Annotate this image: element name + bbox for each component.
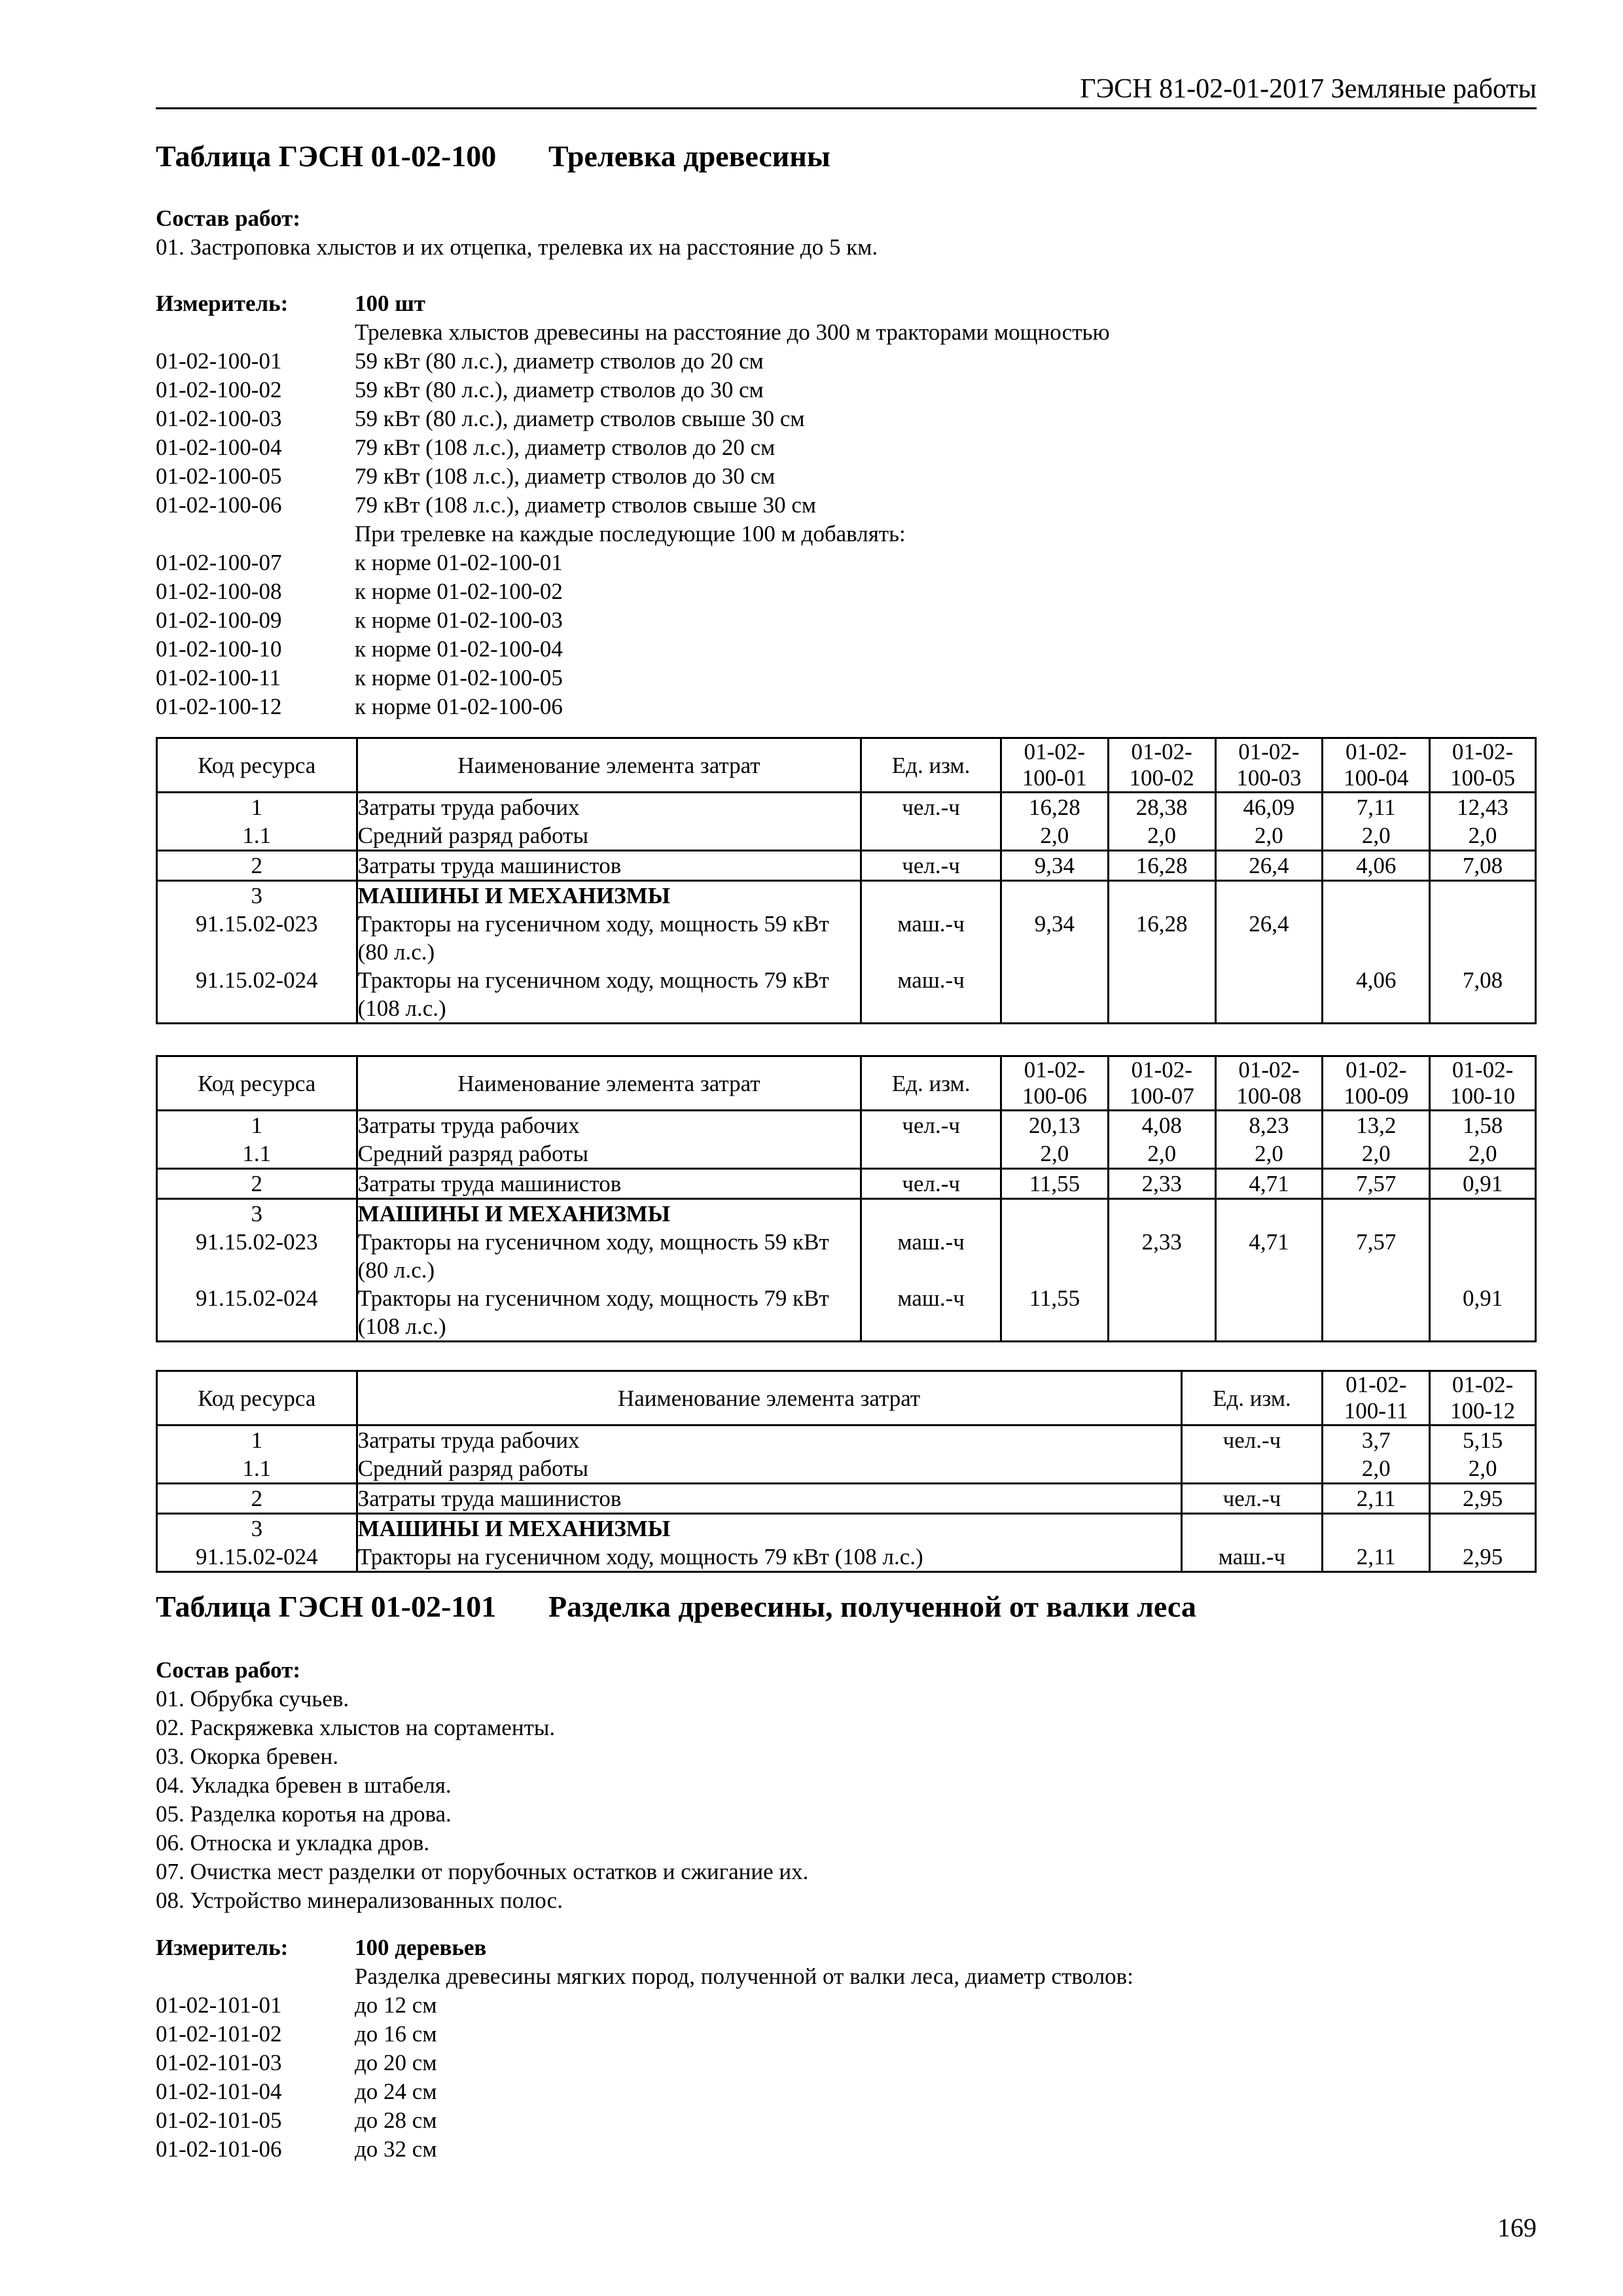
table-row: [157, 793, 1536, 822]
cell-value: 8,23: [1215, 1111, 1323, 1140]
measure-intro: Трелевка хлыстов древесины на расстояние до 300 м тракторами мощностью: [355, 319, 1110, 345]
cell-value: 26,4: [1215, 910, 1323, 966]
header-code: Код ресурса: [157, 1056, 357, 1111]
cell-code: 3: [157, 881, 357, 910]
norm-item: [156, 1991, 1537, 2020]
cell-code: 91.15.02-024: [157, 1284, 357, 1342]
cell-value: 4,71: [1215, 1228, 1323, 1284]
cell-value: 7,11: [1323, 793, 1430, 822]
work-item: 01. Застроповка хлыстов и их отцепка, трелевка их на расстояние до 5 км.: [156, 234, 878, 260]
norm-code: 01-02-100-12: [156, 694, 282, 719]
header-name: Наименование элемента затрат: [357, 1056, 861, 1111]
cell-code: 1: [157, 1111, 357, 1140]
norm-item: [156, 404, 1537, 433]
cell-value: 16,28: [1001, 793, 1108, 822]
cell-name: Тракторы на гусеничном ходу, мощность 79 кВт (108 л.с.): [357, 966, 861, 1024]
cell-value: 7,08: [1430, 966, 1536, 1024]
norm-description: до 24 см: [355, 2079, 437, 2104]
cell-value: 16,28: [1108, 910, 1215, 966]
cell-name: Затраты труда машинистов: [357, 1484, 1181, 1514]
cell-unit: чел.-ч: [861, 793, 1001, 822]
cell-unit: маш.-ч: [861, 966, 1001, 1024]
norms-table-1: [156, 737, 1537, 1024]
cell-value: [1323, 881, 1430, 910]
cell-value: [1215, 1199, 1323, 1229]
cell-value: 9,34: [1001, 910, 1108, 966]
cell-name: Средний разряд работы: [357, 1454, 1181, 1484]
cell-value: 0,91: [1430, 1169, 1536, 1199]
cell-unit: маш.-ч: [1181, 1543, 1323, 1572]
cell-value: 7,57: [1323, 1228, 1430, 1284]
section1-measure-block: [156, 289, 1537, 721]
cell-unit: чел.-ч: [1181, 1484, 1323, 1514]
section2-table-label: Таблица ГЭСН 01-02-101: [156, 1590, 497, 1623]
cell-value: 9,34: [1001, 851, 1108, 881]
table-row: [157, 1543, 1536, 1572]
norm-item: [156, 2020, 1537, 2049]
cell-value: 28,38: [1108, 793, 1215, 822]
work-item: 08. Устройство минерализованных полос.: [156, 1888, 563, 1913]
cell-code: 2: [157, 1484, 357, 1514]
cell-name: МАШИНЫ И МЕХАНИЗМЫ: [357, 881, 861, 910]
cell-name: Затраты труда машинистов: [357, 1169, 861, 1199]
cell-unit: [1181, 1514, 1323, 1543]
header-norm-code: 01-02-100-08: [1215, 1056, 1323, 1111]
table-row: [157, 1169, 1536, 1199]
norm-item: [156, 491, 1537, 520]
cell-name: МАШИНЫ И МЕХАНИЗМЫ: [357, 1199, 861, 1229]
header-norm-code: 01-02-100-02: [1108, 738, 1215, 793]
cell-value: [1108, 1284, 1215, 1342]
table-header-row: [157, 1371, 1536, 1426]
cell-value: 2,0: [1215, 821, 1323, 851]
cell-unit: [861, 881, 1001, 910]
section2-table-name: Разделка древесины, полученной от валки леса: [548, 1590, 1196, 1623]
cell-value: 2,95: [1430, 1484, 1536, 1514]
cell-name: Затраты труда рабочих: [357, 1426, 1181, 1455]
norm-description: до 16 см: [355, 2021, 437, 2047]
measure-value: 100 шт: [355, 291, 425, 316]
cell-value: [1001, 1199, 1109, 1229]
norm-description: 59 кВт (80 л.с.), диаметр стволов до 30 см: [355, 377, 764, 403]
cell-unit: [1181, 1454, 1323, 1484]
cell-value: 2,33: [1108, 1169, 1215, 1199]
cell-code: 1: [157, 793, 357, 822]
norm-code: 01-02-100-03: [156, 406, 282, 431]
work-composition-title: Состав работ:: [156, 206, 300, 231]
norm-description: к норме 01-02-100-03: [355, 607, 563, 633]
cell-value: 2,0: [1430, 1139, 1536, 1169]
cell-value: 11,55: [1001, 1284, 1109, 1342]
norm-description: 79 кВт (108 л.с.), диаметр стволов до 20 см: [355, 435, 776, 460]
cell-name: Тракторы на гусеничном ходу, мощность 59 кВт (80 л.с.): [357, 910, 861, 966]
cell-value: [1215, 881, 1323, 910]
cell-value: [1001, 1228, 1109, 1284]
cell-name: Тракторы на гусеничном ходу, мощность 79 кВт (108 л.с.): [357, 1284, 861, 1342]
norm-item: [156, 664, 1537, 692]
header-norm-code: 01-02-100-03: [1215, 738, 1323, 793]
cell-value: [1430, 1228, 1536, 1284]
cell-value: [1108, 966, 1215, 1024]
header-rule: [156, 107, 1537, 109]
table-row: [157, 966, 1536, 1024]
section1-title: [156, 139, 830, 173]
header-norm-code: 01-02-100-06: [1001, 1056, 1109, 1111]
cell-value: 2,11: [1323, 1484, 1430, 1514]
norm-description: 59 кВт (80 л.с.), диаметр стволов свыше 30 см: [355, 406, 805, 431]
norm-description: до 20 см: [355, 2050, 437, 2075]
header-unit: Ед. изм.: [1181, 1371, 1323, 1426]
norm-item: [156, 2106, 1537, 2135]
measure-label: Измеритель:: [156, 1935, 289, 1960]
cell-unit: чел.-ч: [861, 851, 1001, 881]
cell-code: 91.15.02-023: [157, 1228, 357, 1284]
cell-value: 20,13: [1001, 1111, 1109, 1140]
table-header-row: [157, 738, 1536, 793]
norm-code: 01-02-100-01: [156, 348, 282, 374]
header-norm-code: 01-02-100-05: [1430, 738, 1536, 793]
cell-value: 2,0: [1323, 821, 1430, 851]
cell-value: 2,0: [1108, 1139, 1215, 1169]
measure-intro-2: При трелевке на каждые последующие 100 м добавлять:: [355, 521, 906, 547]
cell-code: 1.1: [157, 821, 357, 851]
cell-unit: чел.-ч: [861, 1111, 1001, 1140]
cell-value: 46,09: [1215, 793, 1323, 822]
norm-item: [156, 462, 1537, 491]
cell-name: Затраты труда машинистов: [357, 851, 861, 881]
norm-code: 01-02-100-09: [156, 607, 282, 633]
norm-code: 01-02-101-03: [156, 2050, 282, 2075]
norm-description: 79 кВт (108 л.с.), диаметр стволов свыше 30 см: [355, 492, 817, 518]
cell-value: 4,71: [1215, 1169, 1323, 1199]
running-header: ГЭСН 81-02-01-2017 Земляные работы: [1080, 74, 1537, 104]
table-header-row: [157, 1056, 1536, 1111]
norm-item: [156, 376, 1537, 404]
table-row: [157, 910, 1536, 966]
cell-name: Тракторы на гусеничном ходу, мощность 79 кВт (108 л.с.): [357, 1543, 1181, 1572]
header-norm-code: 01-02-100-01: [1001, 738, 1108, 793]
cell-name: Затраты труда рабочих: [357, 793, 861, 822]
header-name: Наименование элемента затрат: [357, 1371, 1181, 1426]
table-row: [157, 1199, 1536, 1229]
cell-value: [1323, 910, 1430, 966]
table-row: [157, 1284, 1536, 1342]
norm-code: 01-02-100-07: [156, 550, 282, 575]
section2-works: [156, 1656, 1537, 1915]
header-norm-code: 01-02-100-07: [1108, 1056, 1215, 1111]
cell-value: 26,4: [1215, 851, 1323, 881]
cell-value: 2,0: [1001, 821, 1108, 851]
cell-code: 3: [157, 1199, 357, 1229]
table-row: [157, 1228, 1536, 1284]
header-code: Код ресурса: [157, 1371, 357, 1426]
norm-item: [156, 2135, 1537, 2164]
cell-value: [1108, 1199, 1215, 1229]
norm-code: 01-02-100-11: [156, 665, 281, 691]
work-composition-title: Состав работ:: [156, 1657, 300, 1683]
cell-value: [1430, 881, 1536, 910]
table-row: [157, 1111, 1536, 1140]
cell-value: [1001, 966, 1108, 1024]
cell-value: [1215, 966, 1323, 1024]
header-code: Код ресурса: [157, 738, 357, 793]
cell-value: 0,91: [1430, 1284, 1536, 1342]
norm-description: к норме 01-02-100-04: [355, 636, 563, 662]
cell-unit: [861, 1139, 1001, 1169]
norm-description: до 32 см: [355, 2136, 437, 2162]
cell-unit: [861, 1199, 1001, 1229]
header-unit: Ед. изм.: [861, 738, 1001, 793]
norm-code: 01-02-101-06: [156, 2136, 282, 2162]
cell-value: [1323, 1514, 1430, 1543]
cell-value: [1215, 1284, 1323, 1342]
cell-code: 91.15.02-024: [157, 966, 357, 1024]
norm-item: [156, 548, 1537, 577]
section1-table-label: Таблица ГЭСН 01-02-100: [156, 139, 497, 173]
cell-code: 1.1: [157, 1139, 357, 1169]
norm-code: 01-02-100-04: [156, 435, 282, 460]
header-norm-code: 01-02-100-04: [1323, 738, 1430, 793]
measure-label: Измеритель:: [156, 291, 289, 316]
norms-table-3: [156, 1370, 1537, 1573]
norm-code: 01-02-101-04: [156, 2079, 282, 2104]
cell-name: Средний разряд работы: [357, 1139, 861, 1169]
norm-code: 01-02-100-05: [156, 463, 282, 489]
header-unit: Ед. изм.: [861, 1056, 1001, 1111]
norm-description: к норме 01-02-100-06: [355, 694, 563, 719]
measure-value: 100 деревьев: [355, 1935, 487, 1960]
work-item: 04. Укладка бревен в штабеля.: [156, 1772, 452, 1798]
table-row: [157, 881, 1536, 910]
work-item: 05. Разделка коротья на дрова.: [156, 1801, 452, 1827]
cell-code: 2: [157, 1169, 357, 1199]
norm-item: [156, 347, 1537, 376]
norm-item: [156, 433, 1537, 462]
cell-value: [1001, 881, 1108, 910]
norm-description: к норме 01-02-100-02: [355, 579, 563, 604]
table-row: [157, 1514, 1536, 1543]
norm-description: до 12 см: [355, 1992, 437, 2018]
cell-value: 2,0: [1215, 1139, 1323, 1169]
cell-value: [1430, 1199, 1536, 1229]
norm-description: 79 кВт (108 л.с.), диаметр стволов до 30 см: [355, 463, 776, 489]
section1-table-name: Трелевка древесины: [548, 139, 830, 173]
cell-value: [1323, 1284, 1430, 1342]
norms-table-2: [156, 1055, 1537, 1342]
cell-value: 2,0: [1108, 821, 1215, 851]
norm-code: 01-02-101-01: [156, 1992, 282, 2018]
cell-name: МАШИНЫ И МЕХАНИЗМЫ: [357, 1514, 1181, 1543]
cell-value: 16,28: [1108, 851, 1215, 881]
norm-code: 01-02-101-05: [156, 2108, 282, 2133]
norm-code: 01-02-100-10: [156, 636, 282, 662]
cell-unit: чел.-ч: [1181, 1426, 1323, 1455]
norm-description: к норме 01-02-100-01: [355, 550, 563, 575]
norm-code: 01-02-101-02: [156, 2021, 282, 2047]
header-norm-code: 01-02-100-11: [1323, 1371, 1430, 1426]
cell-value: 2,0: [1323, 1454, 1430, 1484]
table-row: [157, 851, 1536, 881]
cell-value: 4,06: [1323, 851, 1430, 881]
cell-code: 91.15.02-023: [157, 910, 357, 966]
cell-unit: [861, 821, 1001, 851]
norm-description: 59 кВт (80 л.с.), диаметр стволов до 20 см: [355, 348, 764, 374]
header-norm-code: 01-02-100-10: [1430, 1056, 1536, 1111]
cell-unit: чел.-ч: [861, 1169, 1001, 1199]
header-norm-code: 01-02-100-12: [1430, 1371, 1536, 1426]
cell-value: 4,06: [1323, 966, 1430, 1024]
table-row: [157, 1484, 1536, 1514]
table-row: [157, 821, 1536, 851]
norm-item: [156, 692, 1537, 721]
cell-value: [1108, 881, 1215, 910]
table-row: [157, 1454, 1536, 1484]
measure-intro: Разделка древесины мягких пород, полученной от валки леса, диаметр стволов:: [355, 1964, 1133, 1989]
cell-value: 2,0: [1323, 1139, 1430, 1169]
norm-item: [156, 2077, 1537, 2106]
work-item: 07. Очистка мест разделки от порубочных остатков и сжигание их.: [156, 1859, 809, 1884]
norm-item: [156, 606, 1537, 635]
cell-value: 12,43: [1430, 793, 1536, 822]
cell-value: 5,15: [1430, 1426, 1536, 1455]
norm-code: 01-02-100-06: [156, 492, 282, 518]
section2-measure-block: [156, 1933, 1537, 2164]
cell-value: 3,7: [1323, 1426, 1430, 1455]
work-item: 02. Раскряжевка хлыстов на сортаменты.: [156, 1715, 556, 1740]
norm-item: [156, 2049, 1537, 2077]
cell-name: Тракторы на гусеничном ходу, мощность 59 кВт (80 л.с.): [357, 1228, 861, 1284]
cell-value: 2,0: [1001, 1139, 1109, 1169]
cell-value: [1430, 910, 1536, 966]
cell-value: 7,08: [1430, 851, 1536, 881]
cell-value: [1323, 1199, 1430, 1229]
cell-value: 2,0: [1430, 1454, 1536, 1484]
header-norm-code: 01-02-100-09: [1323, 1056, 1430, 1111]
cell-name: Средний разряд работы: [357, 821, 861, 851]
cell-unit: маш.-ч: [861, 910, 1001, 966]
norm-item: [156, 635, 1537, 664]
cell-value: 11,55: [1001, 1169, 1109, 1199]
cell-unit: маш.-ч: [861, 1228, 1001, 1284]
cell-value: 7,57: [1323, 1169, 1430, 1199]
work-item: 06. Относка и укладка дров.: [156, 1830, 430, 1856]
cell-name: Затраты труда рабочих: [357, 1111, 861, 1140]
cell-unit: маш.-ч: [861, 1284, 1001, 1342]
cell-code: 3: [157, 1514, 357, 1543]
cell-code: 91.15.02-024: [157, 1543, 357, 1572]
cell-value: 2,11: [1323, 1543, 1430, 1572]
cell-value: 2,95: [1430, 1543, 1536, 1572]
cell-value: [1430, 1514, 1536, 1543]
norm-description: до 28 см: [355, 2108, 437, 2133]
cell-value: 2,0: [1430, 821, 1536, 851]
work-item: 03. Окорка бревен.: [156, 1744, 338, 1769]
norm-description: к норме 01-02-100-05: [355, 665, 563, 691]
page-number: 169: [1497, 2213, 1537, 2242]
cell-code: 1.1: [157, 1454, 357, 1484]
cell-value: 13,2: [1323, 1111, 1430, 1140]
header-name: Наименование элемента затрат: [357, 738, 861, 793]
norm-code: 01-02-100-02: [156, 377, 282, 403]
cell-code: 1: [157, 1426, 357, 1455]
cell-value: 4,08: [1108, 1111, 1215, 1140]
work-item: 01. Обрубка сучьев.: [156, 1686, 349, 1712]
cell-code: 2: [157, 851, 357, 881]
cell-value: 2,33: [1108, 1228, 1215, 1284]
table-row: [157, 1139, 1536, 1169]
section2-title: [156, 1589, 1196, 1624]
table-row: [157, 1426, 1536, 1455]
cell-value: 1,58: [1430, 1111, 1536, 1140]
section1-works: [156, 204, 1537, 262]
norm-item: [156, 577, 1537, 606]
norm-code: 01-02-100-08: [156, 579, 282, 604]
